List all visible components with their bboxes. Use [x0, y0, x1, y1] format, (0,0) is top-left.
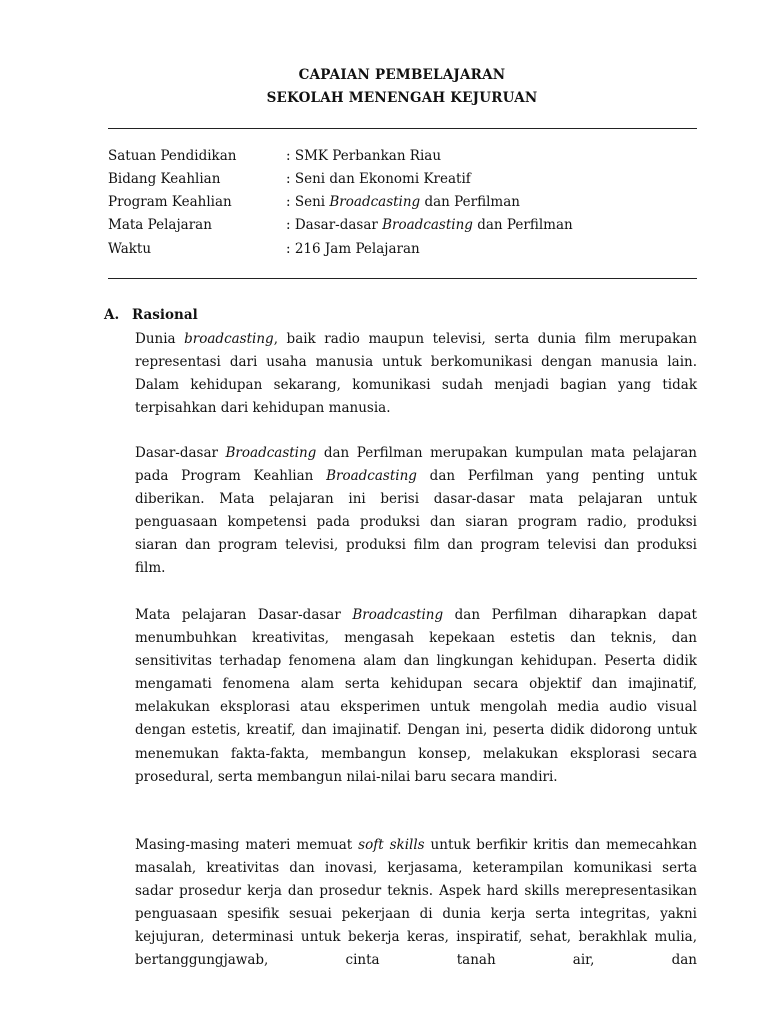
- meta-value: : Seni Broadcasting dan Perfilman: [286, 194, 520, 210]
- section-number: A.: [104, 307, 120, 323]
- document-title: CAPAIAN PEMBELAJARAN: [298, 67, 506, 83]
- paragraph-2: Dasar-dasar Broadcasting dan Perfilman merupakan kumpulan mata pelajaran pada Program Keahlian Broadcasting dan Perfilman yang penting untuk diberikan. Mata pelajaran ini berisi dasar-dasar mata pelajaran untuk penguasaan kompetensi pada produksi dan siaran program radio, produksi siaran dan program televisi, produksi film dan program televisi dan produksi film.: [135, 445, 698, 577]
- section-heading: [104, 307, 198, 323]
- section-title: Rasional: [132, 307, 198, 323]
- meta-label: Satuan Pendidikan: [108, 148, 237, 164]
- document-subtitle: SEKOLAH MENENGAH KEJURUAN: [266, 90, 538, 106]
- top-divider: [108, 128, 697, 129]
- meta-label: Bidang Keahlian: [108, 171, 221, 187]
- paragraph-3: Mata pelajaran Dasar-dasar Broadcasting dan Perfilman diharapkan dapat menumbuhkan kreativitas, mengasah kepekaan estetis dan teknis, dan sensitivitas terhadap fenomena alam dan lingkungan kehidupan. Peserta didik mengamati fenomena alam serta kehidupan secara objektif dan imajinatif, melakukan eksplorasi atau eksperimen untuk mengolah media audio visual dengan estetis, kreatif, dan imajinatif. Dengan ini, peserta didik didorong untuk menemukan fakta-fakta, membangun konsep, melakukan eksplorasi secara prosedural, serta membangun nilai-nilai baru secara mandiri.: [135, 607, 697, 785]
- bottom-divider: [108, 278, 697, 279]
- meta-label: Program Keahlian: [108, 194, 232, 210]
- paragraph-1: Dunia broadcasting, baik radio maupun televisi, serta dunia film merupakan representasi dari usaha manusia untuk berkomunikasi dengan manusia lain. Dalam kehidupan sekarang, komunikasi sudah menjadi bagian yang tidak terpisahkan dari kehidupan manusia.: [135, 331, 697, 417]
- meta-value: : Seni dan Ekonomi Kreatif: [286, 171, 471, 187]
- meta-value: : Dasar-dasar Broadcasting dan Perfilman: [286, 217, 573, 233]
- meta-label: Mata Pelajaran: [108, 217, 212, 233]
- meta-value: : SMK Perbankan Riau: [286, 148, 442, 164]
- meta-value: : 216 Jam Pelajaran: [286, 241, 420, 257]
- meta-label: Waktu: [108, 241, 152, 257]
- paragraph-4: Masing-masing materi memuat soft skills untuk berfikir kritis dan memecahkan masalah, kreativitas dan inovasi, kerjasama, keterampilan komunikasi serta sadar prosedur kerja dan prosedur teknis. Aspek hard skills merepresentasikan penguasaan spesifik sesuai pekerjaan di dunia kerja serta integritas, yakni kejujuran, determinasi untuk bekerja keras, inspiratif, sehat, berakhlak mulia, bertanggungjawab, cinta tanah air, dan: [135, 837, 697, 969]
